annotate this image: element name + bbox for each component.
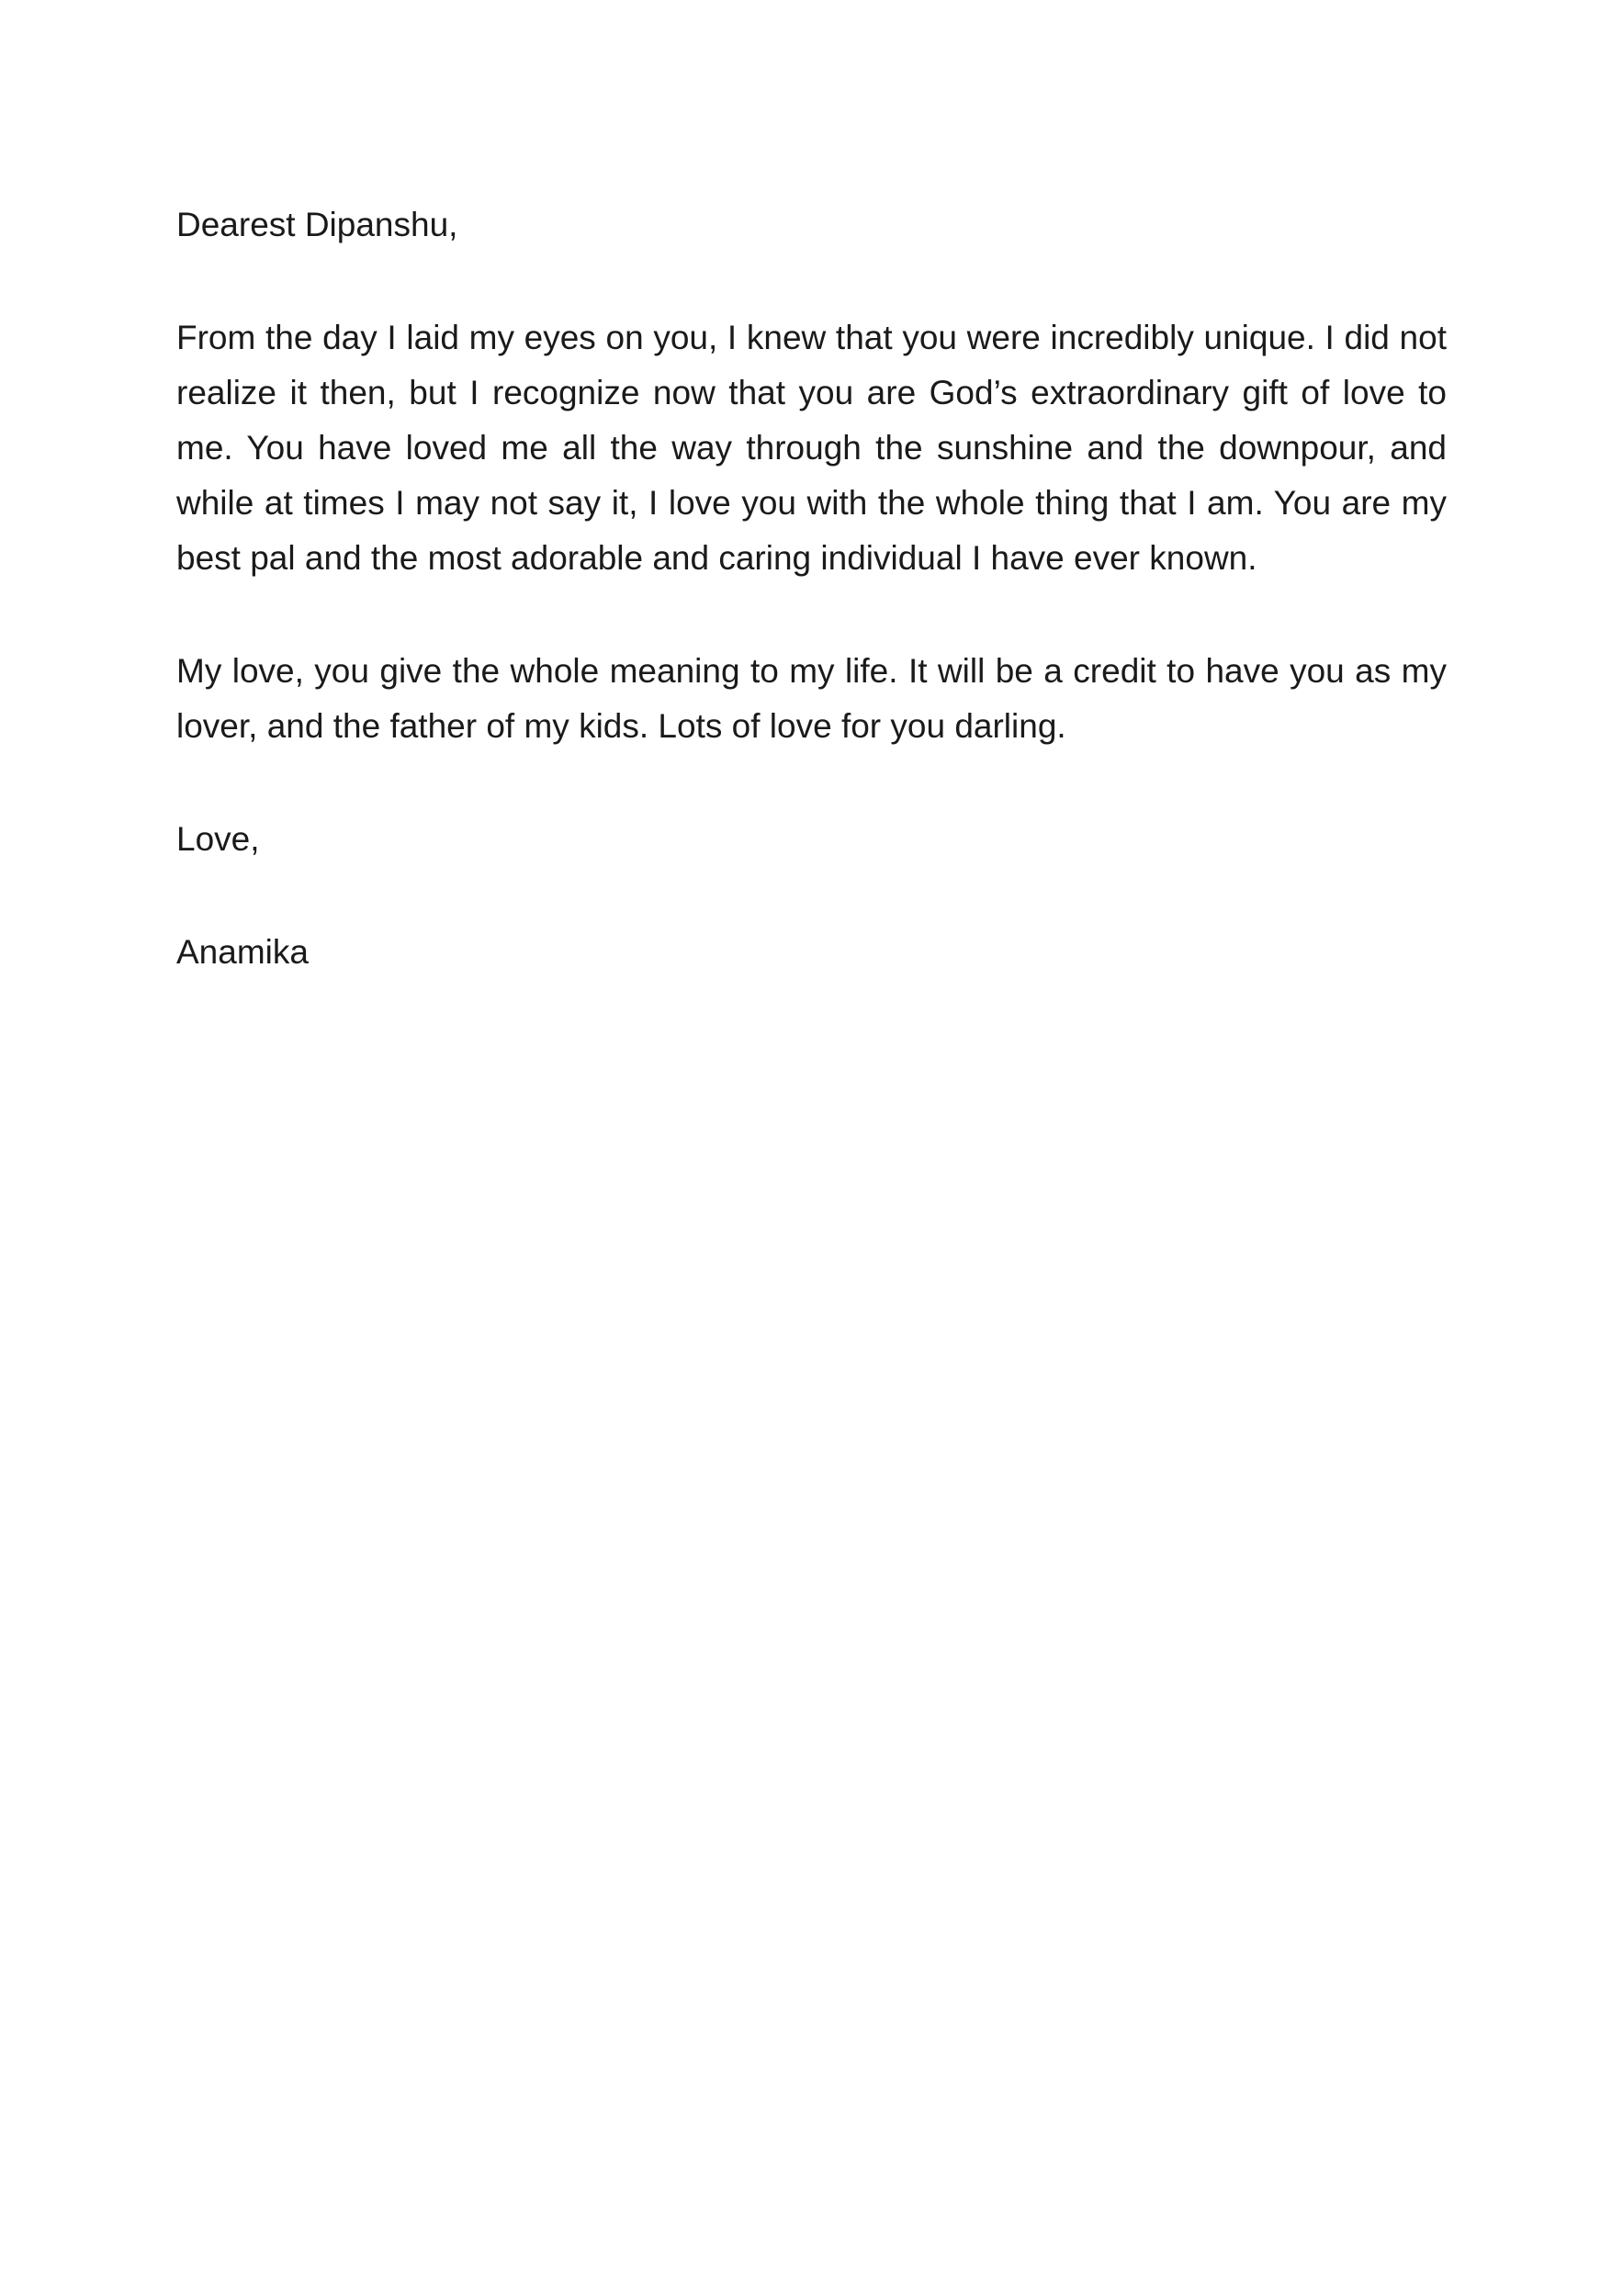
letter-closing: Love, [176, 820, 260, 858]
letter-greeting: Dearest Dipanshu, [176, 206, 458, 243]
letter-paragraph-1: From the day I laid my eyes on you, I knew that you were incredibly unique. I did not realize it then, but I recognize now that you are God’s extraordinary gift of love to me. You have loved me all the way through the sunshine and the downpour, and while at times I may not say it, I love you with the whole thing that I am. You are my best pal and the most adorable and caring individual I have ever known. [176, 319, 1447, 577]
letter-paragraph-2: My love, you give the whole meaning to my life. It will be a credit to have you as my lover, and the father of my kids. Lots of love for you darling. [176, 652, 1447, 745]
letter-signature: Anamika [176, 933, 309, 971]
